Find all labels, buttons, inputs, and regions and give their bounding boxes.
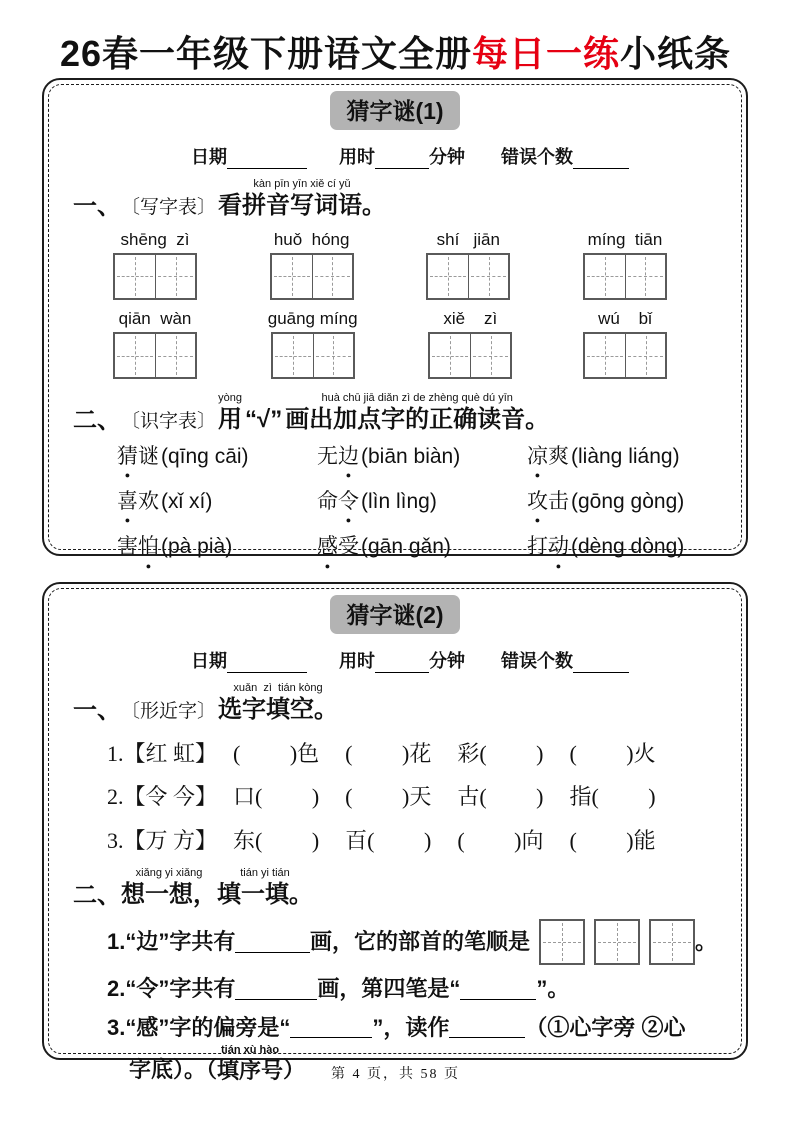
card-2-section-1-heading (73, 682, 717, 725)
date-label: 日期 (191, 651, 227, 671)
grid-cell (625, 255, 665, 298)
heading-pinyin: kàn pīn yīn xiě cí yǔ (253, 178, 351, 190)
question-text: ”。 (536, 975, 570, 1001)
dot-mark: ● (555, 560, 562, 571)
choice-item: 指( ) (569, 784, 656, 810)
choice-item: 口( ) (233, 784, 320, 810)
pinyin-word-group (270, 229, 354, 300)
word-char: 无 (317, 444, 338, 468)
pinyin-label: huǒ hóng (273, 229, 350, 249)
dot-mark: ● (124, 515, 131, 526)
pinyin-grid-row-2 (73, 308, 717, 379)
heading-text: 用 (218, 405, 243, 433)
choice-line-1 (73, 740, 717, 769)
blank-line (235, 978, 317, 1000)
question-text: （①心字旁 ②心 (525, 1014, 686, 1040)
word-char: 谜 (138, 444, 159, 468)
card-2-title-badge: 猜字谜(2) (330, 595, 459, 634)
card-1-dashed-border (48, 84, 742, 571)
dotted-word (317, 488, 527, 526)
grid-cell (625, 334, 665, 377)
choice-item: 东( ) (233, 827, 320, 853)
choice-label: 2.【令 今】 (107, 784, 218, 810)
word-char: 令 ● (338, 489, 359, 526)
grid-cell (312, 255, 352, 298)
word-pinyin: (pà pià) (161, 535, 233, 559)
stroke-box (594, 919, 640, 965)
card-1-meta-row (73, 143, 717, 169)
date-blank (227, 654, 307, 673)
grid-cell (273, 334, 313, 377)
question-text: 3.“感”字的偏旁是“ (107, 1014, 291, 1040)
word-pinyin: (gōng gòng) (571, 489, 685, 513)
time-label: 用时 (339, 147, 375, 167)
dot-mark: ● (534, 469, 541, 480)
heading-text: 画出加点字的正确读音。 (285, 405, 550, 433)
pinyin-label: xiě zì (443, 308, 498, 328)
question-text: 2.“令”字共有 (107, 975, 236, 1001)
section-number: 二、 (73, 882, 121, 910)
writing-grid (583, 253, 667, 300)
writing-grid (113, 253, 197, 300)
date-label: 日期 (191, 147, 227, 167)
word-char: 击 (548, 489, 569, 513)
heading-ruby (285, 392, 549, 435)
section-number: 二、 (73, 407, 121, 434)
page-title (0, 0, 791, 77)
time-label: 用时 (339, 651, 375, 671)
time-blank (375, 150, 429, 169)
dotted-word (527, 443, 717, 480)
heading-text: 填序号 (217, 1058, 284, 1083)
question-text: 1.“边”字共有 (107, 929, 236, 955)
word-pinyin: (liàng liáng) (571, 444, 680, 468)
dotted-word (117, 443, 317, 480)
date-blank (227, 150, 307, 169)
page-title-suffix: 小纸条 (620, 33, 732, 74)
question-text: 画，第四笔是“ (317, 975, 461, 1001)
writing-grid (426, 253, 510, 300)
stroke-box (539, 919, 585, 965)
word-char: 欢 (138, 489, 159, 513)
choice-item: 古( ) (457, 784, 544, 810)
page-title-prefix: 26春一年级下册语文全册 (59, 33, 472, 74)
heading-pinyin: xiǎng yi xiǎng (135, 867, 203, 880)
blank-line (235, 931, 310, 953)
pinyin-label: qiān wàn (118, 308, 192, 328)
word-pinyin: (qīng cāi) (161, 444, 249, 468)
section-number: 一、 (73, 192, 121, 220)
errors-blank (573, 150, 629, 169)
pinyin-word-group (113, 308, 197, 379)
question-text: 。 (694, 929, 717, 955)
heading-pinyin: tián yi tián (240, 867, 290, 880)
word-char: 打 (527, 535, 548, 559)
heading-ruby (218, 178, 386, 221)
grid-cell (430, 334, 470, 377)
question-text: ”，读作 (372, 1014, 450, 1040)
choice-line-3 (73, 827, 717, 856)
dotted-word (117, 488, 317, 526)
pinyin-label: míng tiān (587, 229, 663, 249)
word-char: 命 (317, 489, 338, 513)
minutes-label: 分钟 (429, 651, 465, 671)
pinyin-label: wú bǐ (598, 308, 652, 328)
dot-mark: ● (345, 469, 352, 480)
choice-item: 百( ) (345, 827, 432, 853)
word-char: 凉 ● (527, 444, 548, 480)
heading-ruby (121, 867, 217, 910)
errors-label: 错误个数 (501, 651, 573, 671)
dotted-word (117, 533, 317, 571)
pinyin-word-group (583, 229, 667, 300)
section-tag: 〔识字表〕 (121, 410, 217, 432)
question-text: 字底）。（ (129, 1056, 218, 1082)
word-pinyin: (xǐ xí) (161, 489, 213, 513)
pinyin-word-group (426, 229, 510, 300)
heading-ruby (217, 867, 313, 910)
word-char: 喜 ● (117, 489, 138, 526)
pinyin-grid-row-1 (73, 229, 717, 300)
blank-line (290, 1016, 372, 1038)
dotted-word (317, 533, 527, 571)
word-pinyin: (dèng dòng) (571, 535, 685, 559)
errors-label: 错误个数 (501, 147, 573, 167)
word-char: 害 (117, 535, 138, 559)
pinyin-label: shēng zì (120, 229, 190, 249)
pinyin-word-group (428, 308, 512, 379)
writing-grid (583, 332, 667, 379)
writing-grid (428, 332, 512, 379)
stroke-box (649, 919, 695, 965)
grid-cell (313, 334, 353, 377)
worksheet-card-1 (42, 78, 748, 571)
question-line-3 (73, 1013, 717, 1043)
dot-mark: ● (324, 560, 331, 571)
word-char: 怕 ● (138, 535, 159, 571)
time-blank (375, 654, 429, 673)
dotted-word (527, 488, 717, 526)
grid-cell (155, 334, 195, 377)
dot-mark: ● (124, 469, 131, 480)
heading-text: 选字填空。 (218, 695, 339, 723)
dotted-words-grid (73, 443, 717, 571)
heading-text: 填一填。 (217, 881, 313, 909)
heading-pinyin: xuǎn zì tián kòng (233, 682, 323, 694)
grid-cell (468, 255, 508, 298)
word-char: 动 ● (548, 535, 569, 571)
word-char: 攻 ● (527, 489, 548, 526)
card-1-title-badge: 猜字谜(1) (330, 91, 459, 130)
word-pinyin: (lìn lìng) (361, 489, 437, 513)
dotted-word (317, 443, 527, 480)
section-tag: 〔写字表〕 (121, 196, 217, 218)
blank-line (460, 978, 536, 1000)
heading-pinyin: yòng (218, 392, 242, 405)
grid-cell (155, 255, 195, 298)
grid-cell (585, 334, 625, 377)
writing-grid (271, 332, 355, 379)
choice-item: ( )色 (233, 740, 320, 766)
choice-line-2 (73, 783, 717, 812)
checkmark-quote: “√” (245, 405, 283, 433)
choice-item: ( )能 (569, 827, 656, 853)
heading-text: 想一想， (121, 881, 217, 909)
heading-ruby (218, 392, 242, 435)
card-2-section-2-heading (73, 867, 717, 910)
pinyin-word-group (583, 308, 667, 379)
card-1-section-2-heading (73, 392, 717, 435)
dot-mark: ● (145, 560, 152, 571)
grid-cell (115, 334, 155, 377)
word-char: 爽 (548, 444, 569, 468)
writing-grid (270, 253, 354, 300)
word-char: 感 ● (317, 535, 338, 571)
question-text: ） (283, 1056, 306, 1082)
choice-item: ( )向 (457, 827, 544, 853)
word-char: 边 ● (338, 444, 359, 480)
word-pinyin: (gān gǎn) (361, 535, 451, 559)
section-tag: 〔形近字〕 (121, 700, 217, 722)
word-char: 受 (338, 535, 359, 559)
writing-grid (113, 332, 197, 379)
dot-mark: ● (534, 515, 541, 526)
word-char: 猜 ● (117, 444, 138, 480)
heading-pinyin: tián xù hào (220, 1044, 280, 1057)
choice-item: 彩( ) (457, 740, 544, 766)
grid-cell (115, 255, 155, 298)
grid-cell (470, 334, 510, 377)
choice-label: 1.【红 虹】 (107, 740, 218, 766)
card-1-section-1-heading (73, 178, 717, 221)
pinyin-label: guāng míng (267, 308, 358, 328)
question-text: 画，它的部首的笔顺是 (309, 929, 530, 955)
heading-pinyin: huà chū jiā diǎn zì de zhèng què dú yīn (321, 392, 513, 405)
grid-cell (428, 255, 468, 298)
blank-line (449, 1016, 525, 1038)
heading-ruby (218, 682, 338, 725)
grid-cell (585, 255, 625, 298)
minutes-label: 分钟 (429, 147, 465, 167)
choice-item: ( )花 (345, 740, 432, 766)
choice-label: 3.【万 方】 (107, 827, 218, 853)
choice-item: ( )火 (569, 740, 656, 766)
question-line-1 (73, 919, 717, 965)
dot-mark: ● (345, 515, 352, 526)
heading-text: 看拼音写词语。 (218, 191, 387, 219)
card-2-meta-row (73, 647, 717, 673)
pinyin-word-group (268, 308, 358, 379)
grid-cell (272, 255, 312, 298)
choice-item: ( )天 (345, 784, 432, 810)
section-number: 一、 (73, 696, 121, 724)
dotted-word (527, 533, 717, 571)
word-pinyin: (biān biàn) (361, 444, 461, 468)
page-number: 第 4 页，共 58 页 (331, 1067, 460, 1082)
errors-blank (573, 654, 629, 673)
question-line-2 (73, 974, 717, 1004)
pinyin-label: shí jiān (436, 229, 500, 249)
pinyin-word-group (113, 229, 197, 300)
page-title-highlight: 每日一练 (472, 33, 621, 74)
